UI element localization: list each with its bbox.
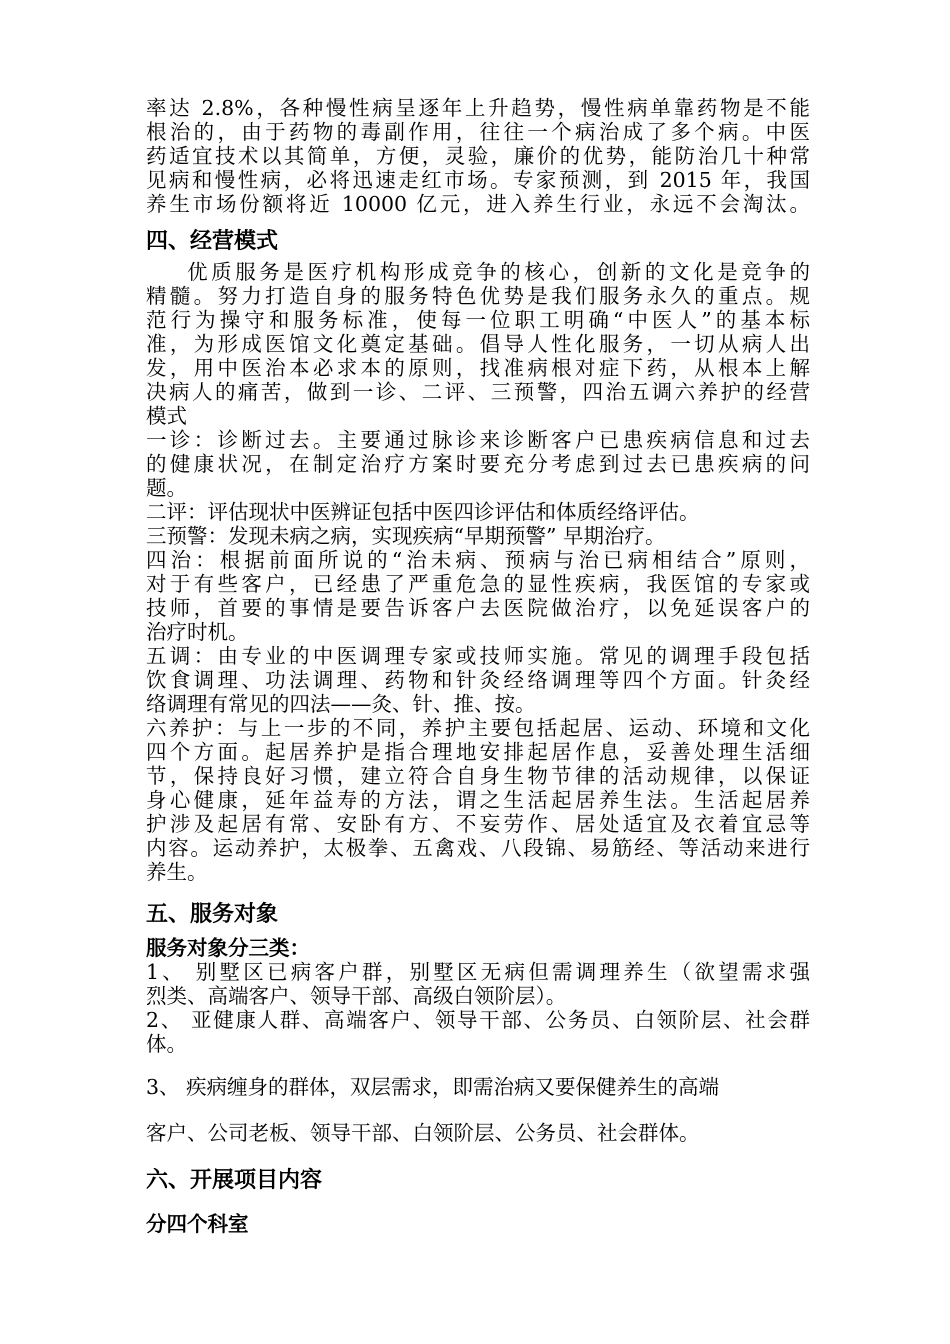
text-line: 发，用中医治本必求本的原则，找准病根对症下药，从根本上解 xyxy=(146,356,810,380)
service-target-item-1 xyxy=(146,960,810,1008)
text-line: 精髓。努力打造自身的服务特色优势是我们服务永久的重点。规 xyxy=(146,284,810,308)
text-line: 优质服务是医疗机构形成竞争的核心，创新的文化是竞争的 xyxy=(187,260,810,284)
service-targets-subheading: 服务对象分三类： xyxy=(146,936,310,960)
section-heading-project-content: 六、开展项目内容 xyxy=(146,1167,323,1193)
text-line: 四个方面。起居养护是指合理地安排起居作息，妥善处理生活细 xyxy=(146,740,810,764)
text-line: 2、 亚健康人群、高端客户、领导干部、公务员、白领阶层、社会群 xyxy=(146,1008,810,1032)
treatment-paragraph xyxy=(146,548,810,644)
intro-paragraph xyxy=(146,96,810,216)
document-page xyxy=(146,96,810,1240)
text-line: 模式 xyxy=(146,404,187,428)
text-line: 见病和慢性病，必将迅速走红市场。专家预测，到 2015 年，我国 xyxy=(146,168,810,192)
text-line: 1、 别墅区已病客户群，别墅区无病但需调理养生（欲望需求强 xyxy=(146,960,810,984)
text-line: 药适宜技术以其简单，方便，灵验，廉价的优势，能防治几十种常 xyxy=(146,144,810,168)
assessment-paragraph xyxy=(146,500,810,524)
text-line: 技师，首要的事情是要告诉客户去医院做治疗，以免延误客户的 xyxy=(146,596,810,620)
business-model-paragraph xyxy=(146,260,810,428)
departments-subheading: 分四个科室 xyxy=(146,1212,249,1236)
conditioning-paragraph xyxy=(146,644,810,716)
text-line: 客户、公司老板、领导干部、白领阶层、公务员、社会群体。 xyxy=(146,1121,700,1145)
text-line: 范行为操守和服务标准，使每一位职工明确“中医人”的基本标 xyxy=(146,308,810,332)
text-line: 治疗时机。 xyxy=(146,620,249,644)
text-line: 决病人的痛苦，做到一诊、二评、三预警，四治五调六养护的经营 xyxy=(146,380,810,404)
text-line: 率达 2.8%，各种慢性病呈逐年上升趋势，慢性病单靠药物是不能 xyxy=(146,96,810,120)
text-line: 对于有些客户，已经患了严重危急的显性疾病，我医馆的专家或 xyxy=(146,572,810,596)
text-line: 二评：评估现状中医辨证包括中医四诊评估和体质经络评估。 xyxy=(146,500,700,524)
text-line: 护涉及起居有常、安卧有方、不妄劳作、居处适宜及衣着宜忌等 xyxy=(146,812,810,836)
text-line: 三预警：发现未病之病，实现疾病“早期预警” 早期治疗。 xyxy=(146,524,666,548)
text-line: 养生。 xyxy=(146,860,208,884)
text-line: 饮食调理、功法调理、药物和针灸经络调理等四个方面。针灸经 xyxy=(146,668,810,692)
text-line: 养生市场份额将近 10000 亿元，进入养生行业，永远不会淘汰。 xyxy=(146,192,810,216)
text-line: 节，保持良好习惯，建立符合自身生物节律的活动规律，以保证 xyxy=(146,764,810,788)
text-line: 络调理有常见的四法——灸、针、推、按。 xyxy=(146,692,536,716)
text-line: 身心健康，延年益寿的方法，谓之生活起居养生法。生活起居养 xyxy=(146,788,810,812)
text-line: 烈类、高端客户、领导干部、高级白领阶层）。 xyxy=(146,984,567,1008)
section-heading-service-targets: 五、服务对象 xyxy=(146,901,279,927)
text-line: 一诊：诊断过去。主要通过脉诊来诊断客户已患疾病信息和过去 xyxy=(146,428,810,452)
text-line: 内容。运动养护，太极拳、五禽戏、八段锦、易筋经、等活动来进行 xyxy=(146,836,810,860)
text-line: 3、 疾病缠身的群体，双层需求，即需治病又要保健养生的高端 xyxy=(146,1075,720,1099)
service-target-item-2 xyxy=(146,1008,810,1056)
maintenance-paragraph xyxy=(146,716,810,884)
text-line: 题。 xyxy=(146,476,187,500)
early-warning-paragraph xyxy=(146,524,810,548)
text-line: 五调：由专业的中医调理专家或技师实施。常见的调理手段包括 xyxy=(146,644,810,668)
service-target-item-3 xyxy=(146,1064,810,1156)
section-heading-business-model: 四、经营模式 xyxy=(146,228,279,254)
text-line: 四治：根据前面所说的“治未病、预病与治已病相结合”原则， xyxy=(146,548,810,572)
diagnosis-paragraph xyxy=(146,428,810,500)
text-line: 六养护：与上一步的不同，养护主要包括起居、运动、环境和文化 xyxy=(146,716,810,740)
text-line: 准，为形成医馆文化奠定基础。倡导人性化服务，一切从病人出 xyxy=(146,332,810,356)
text-line: 体。 xyxy=(146,1032,187,1056)
text-line: 根治的，由于药物的毒副作用，往往一个病治成了多个病。中医 xyxy=(146,120,810,144)
text-line: 的健康状况，在制定治疗方案时要充分考虑到过去已患疾病的问 xyxy=(146,452,810,476)
